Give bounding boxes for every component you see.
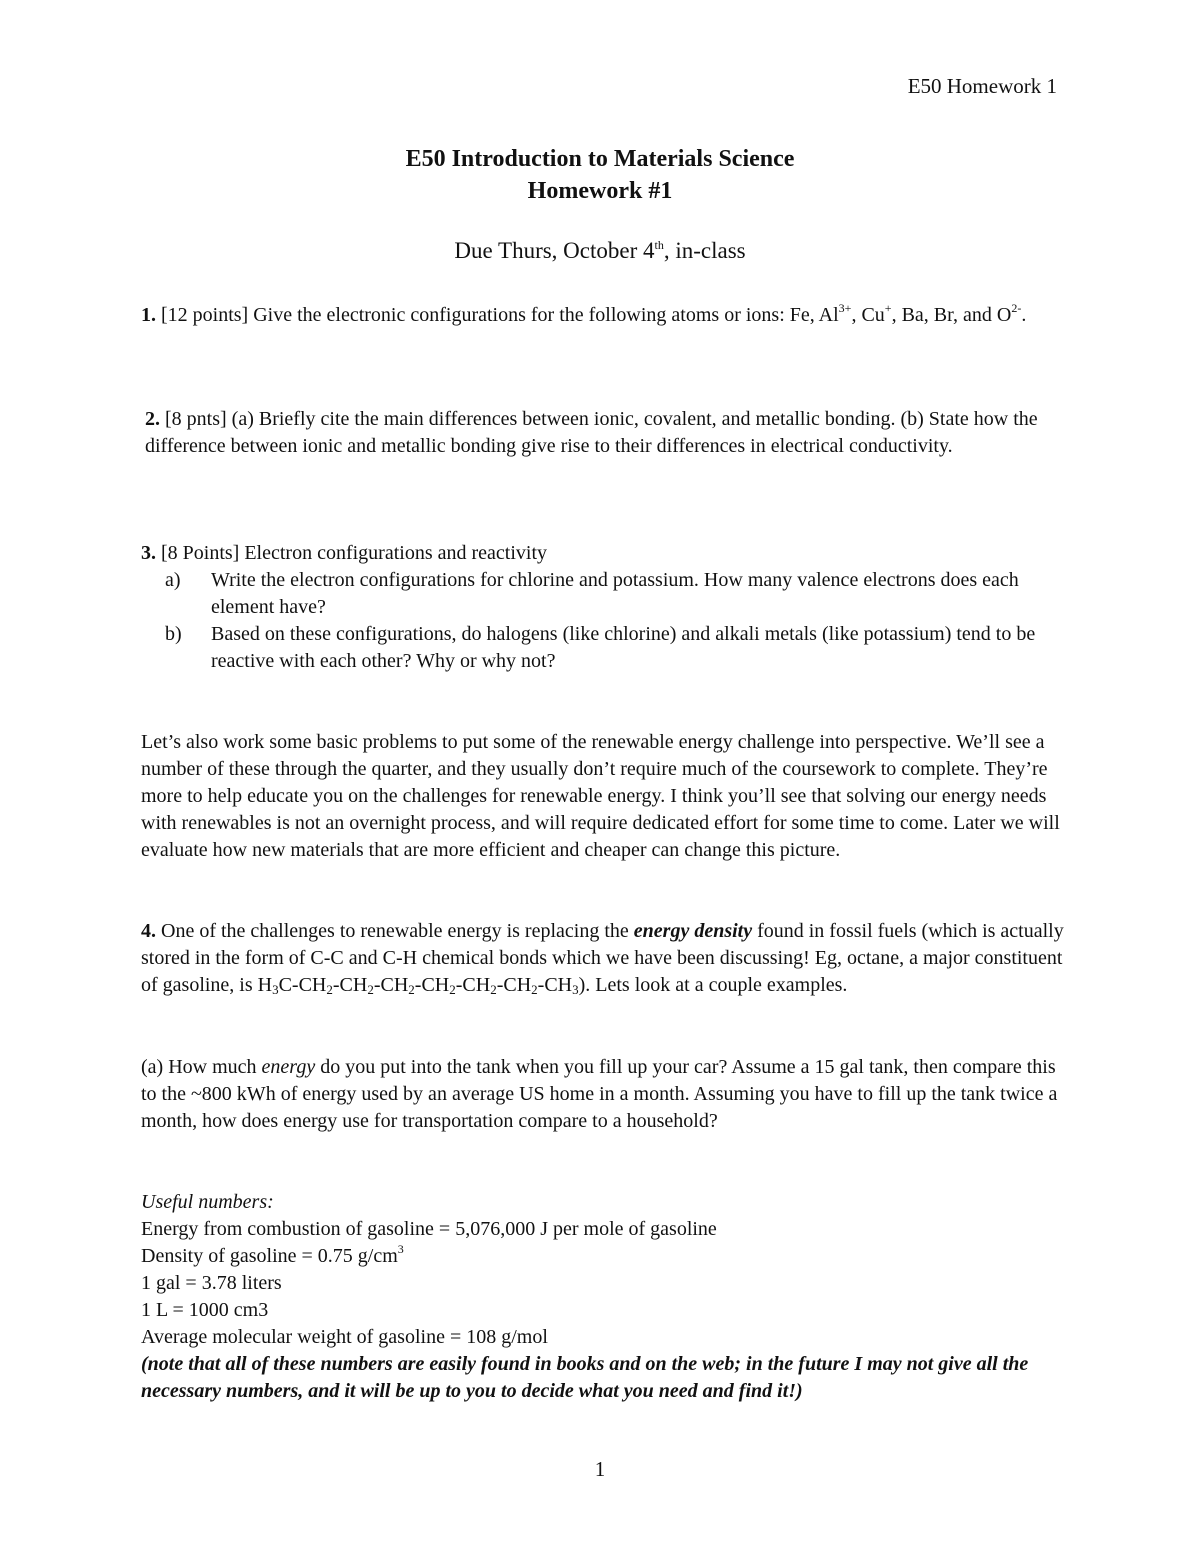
q3-item-b-marker: b) (165, 623, 182, 645)
q2-text: [8 pnts] (a) Briefly cite the main differences between ionic, covalent, and metallic bonding. (b) State how the difference between ionic and metallic bonding give rise to their differences in electrical conductivity. (145, 408, 1038, 457)
formula-segment: -CH (373, 974, 409, 996)
formula-segment: -CH (537, 974, 573, 996)
q3-item-b-text: Based on these configurations, do halogens (like chlorine) and alkali metals (like potassium) tend to be reactive with each other? Why or why not? (211, 623, 1036, 672)
title-block (0, 143, 1200, 207)
q4-text-b: found in fossil fuels (which is actually stored in the form of C-C and C-H chemical bonds which we have been discussing! Eg, octane, a major constituent of gasoline, is H (141, 920, 1064, 996)
q3-text: [8 Points] Electron configurations and reactivity (156, 542, 548, 564)
useful-line-2 (141, 1243, 1066, 1270)
q1-text: [12 points] Give the electronic configurations for the following atoms or ions: Fe, Al (156, 304, 839, 326)
q4-number: 4. (141, 920, 156, 942)
octane-formula (272, 974, 579, 996)
formula-segment: -CH (496, 974, 532, 996)
course-title: E50 Introduction to Materials Science (405, 146, 795, 172)
density-text: Density of gasoline = 0.75 g/cm (141, 1245, 398, 1267)
useful-numbers (141, 1189, 1066, 1405)
q1-number: 1. (141, 304, 156, 326)
useful-line-1: Energy from combustion of gasoline = 5,076,000 J per mole of gasoline (141, 1218, 717, 1240)
q3-item-a-marker: a) (165, 569, 181, 591)
useful-note-text: (note that all of these numbers are easily found in books and on the web; in the future I may not give all the necessary numbers, and it will be up to you to decide what you need and find it!) (141, 1353, 1029, 1402)
q3-item-a-text: Write the electron configurations for chlorine and potassium. How many valence electrons does each element have? (211, 569, 1019, 618)
formula-subscript: 2 (326, 982, 333, 997)
formula-subscript: 2 (490, 982, 497, 997)
formula-segment: -CH (332, 974, 368, 996)
useful-line-5: Average molecular weight of gasoline = 108 g/mol (141, 1326, 548, 1348)
q4a-text-a: (a) How much (141, 1056, 262, 1078)
q4-text-a: One of the challenges to renewable energy is replacing the (156, 920, 634, 942)
al-charge: 3+ (838, 301, 852, 315)
useful-line-3: 1 gal = 3.78 liters (141, 1272, 282, 1294)
intro-paragraph: Let’s also work some basic problems to put some of the renewable energy challenge into perspective. We’ll see a number of these through the quarter, and they usually don’t require much of the coursework to complete. They’re more to help educate you on the challenges for renewable energy. I think you’ll see that solving our energy needs with renewables is not an overnight process, and will require dedicated effort for some time to come. Later we will evaluate how new materials that are more efficient and cheaper can change this picture. (141, 731, 1060, 861)
useful-line-4: 1 L = 1000 cm3 (141, 1299, 269, 1321)
due-prefix: Due Thurs, October 4 (454, 238, 655, 263)
energy-emphasis: energy (261, 1056, 316, 1078)
page-number: 1 (594, 1457, 606, 1481)
due-suffix: , in-class (663, 238, 746, 263)
formula-subscript: 3 (272, 982, 279, 997)
useful-heading-text: Useful numbers: (141, 1191, 274, 1213)
homework-title: Homework #1 (527, 178, 673, 204)
question-2 (145, 406, 1070, 460)
cu-charge: + (884, 301, 892, 315)
question-4 (141, 918, 1066, 999)
formula-subscript: 2 (408, 982, 415, 997)
o-charge: 2- (1011, 301, 1022, 315)
q3-item-a (141, 567, 1066, 621)
q2-number: 2. (145, 408, 160, 430)
formula-segment: -CH (414, 974, 450, 996)
q1-text-d: . (1021, 304, 1027, 326)
question-1 (141, 302, 1066, 329)
q1-text-b: , Cu (851, 304, 885, 326)
question-3 (141, 540, 1066, 675)
useful-note (141, 1351, 1066, 1405)
q4-text-c: ). Lets look at a couple examples. (578, 974, 848, 996)
due-sup: th (654, 238, 664, 252)
formula-segment: C-CH (278, 974, 327, 996)
density-sup: 3 (397, 1242, 404, 1256)
q1-text-c: , Ba, Br, and O (891, 304, 1012, 326)
due-date (0, 238, 1200, 264)
q4a-text-b: do you put into the tank when you fill up your car? Assume a 15 gal tank, then compare this to the ~800 kWh of energy used by an average US home in a month. Assuming you have to fill up the tank twice a month, how does energy use for transportation compare to a household? (141, 1056, 1058, 1132)
useful-heading (141, 1189, 1066, 1216)
formula-subscript: 2 (531, 982, 538, 997)
energy-density-emphasis: energy density (633, 920, 753, 942)
formula-subscript: 3 (572, 982, 579, 997)
formula-subscript: 2 (367, 982, 374, 997)
question-4a (141, 1054, 1066, 1135)
q3-subitems (141, 567, 1066, 675)
q3-heading (141, 540, 1066, 567)
running-header: E50 Homework 1 (907, 74, 1057, 98)
formula-segment: -CH (455, 974, 491, 996)
q3-item-b (141, 621, 1066, 675)
formula-subscript: 2 (449, 982, 456, 997)
q3-number: 3. (141, 542, 156, 564)
